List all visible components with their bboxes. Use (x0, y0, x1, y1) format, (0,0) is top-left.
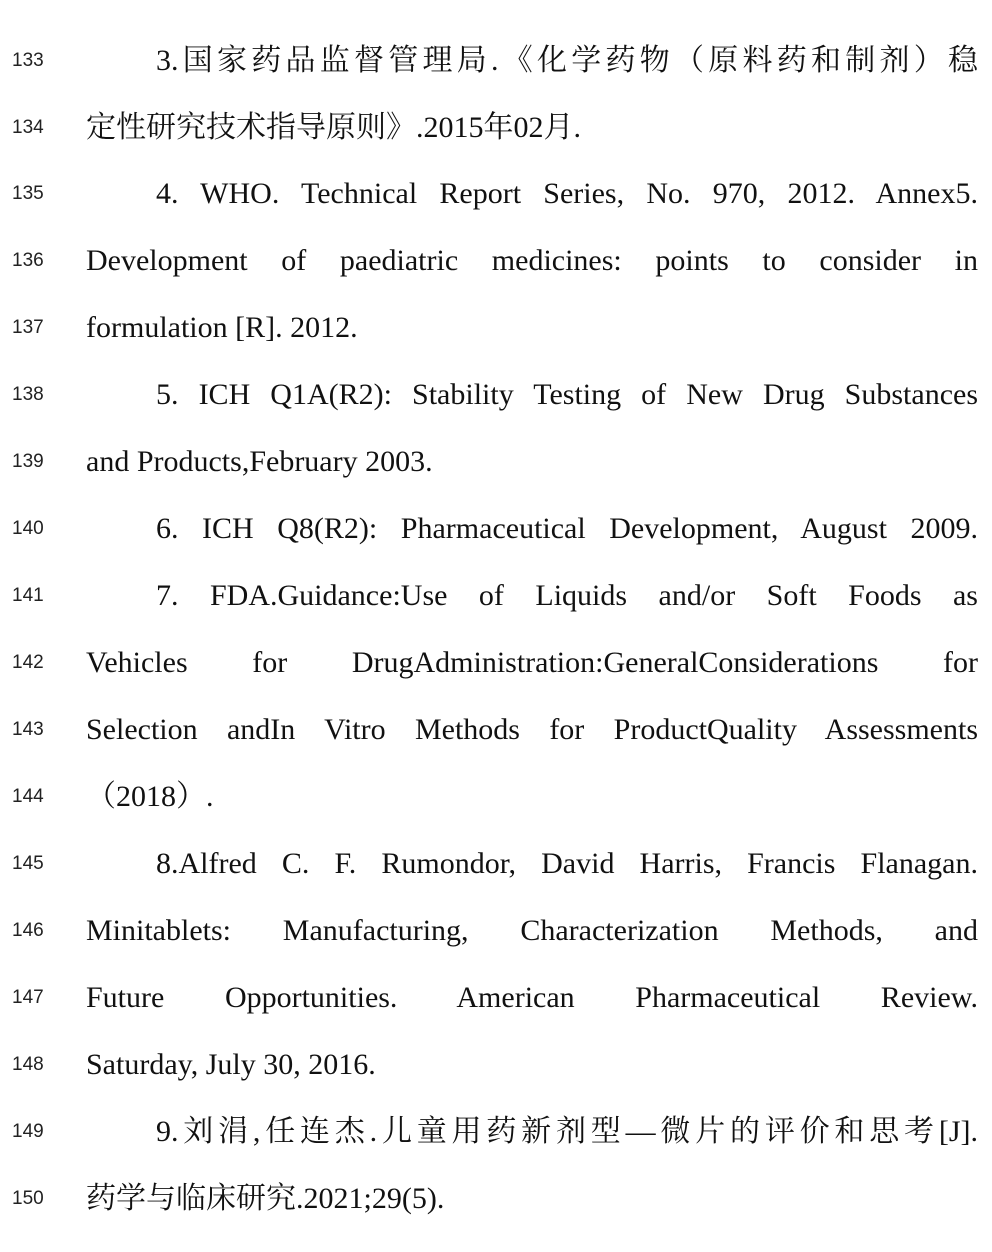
reference-text: Saturday, July 30, 2016. (86, 1047, 376, 1081)
reference-text: 3.国家药品监督管理局.《化学药物（原料药和制剂）稳 (156, 43, 978, 77)
reference-line (0, 160, 992, 227)
line-number: 139 (12, 450, 44, 472)
reference-line (0, 562, 992, 629)
line-number: 141 (12, 584, 44, 606)
reference-line (0, 1165, 992, 1232)
reference-text: and Products,February 2003. (86, 444, 433, 478)
line-number: 137 (12, 316, 44, 338)
reference-text: （2018）. (86, 779, 214, 813)
reference-text: Minitablets: Manufacturing, Characterization Methods, and (86, 913, 978, 947)
reference-line (0, 763, 992, 830)
reference-line (0, 294, 992, 361)
reference-text: 4. WHO. Technical Report Series, No. 970, 2012. Annex5. (156, 176, 978, 210)
reference-text: 9.刘涓,任连杰.儿童用药新剂型—微片的评价和思考[J]. (156, 1114, 978, 1148)
reference-text: Selection andIn Vitro Methods for ProductQuality Assessments (86, 712, 978, 746)
reference-line (0, 94, 992, 161)
line-number: 134 (12, 116, 44, 138)
line-number: 149 (12, 1120, 44, 1142)
reference-line (0, 1098, 992, 1165)
reference-text: Future Opportunities. American Pharmaceutical Review. (86, 980, 978, 1014)
reference-line (0, 495, 992, 562)
line-number: 148 (12, 1053, 44, 1075)
line-number: 135 (12, 182, 44, 204)
line-number: 138 (12, 383, 44, 405)
line-number: 145 (12, 852, 44, 874)
line-number: 140 (12, 517, 44, 539)
line-number: 133 (12, 49, 44, 71)
line-number: 136 (12, 249, 44, 271)
reference-line (0, 629, 992, 696)
reference-line (0, 227, 992, 294)
reference-text: formulation [R]. 2012. (86, 310, 358, 344)
reference-text: 6. ICH Q8(R2): Pharmaceutical Development, August 2009. (156, 511, 978, 545)
reference-line (0, 964, 992, 1031)
line-number: 150 (12, 1187, 44, 1209)
reference-text: 8.Alfred C. F. Rumondor, David Harris, Francis Flanagan. (156, 846, 978, 880)
reference-line (0, 361, 992, 428)
reference-line (0, 897, 992, 964)
reference-text: 药学与临床研究.2021;29(5). (86, 1181, 445, 1215)
line-number: 142 (12, 651, 44, 673)
reference-line (0, 830, 992, 897)
reference-text: Vehicles for DrugAdministration:GeneralConsiderations for (86, 645, 978, 679)
reference-text: 5. ICH Q1A(R2): Stability Testing of New Drug Substances (156, 377, 978, 411)
line-number: 146 (12, 919, 44, 941)
reference-line (0, 27, 992, 94)
reference-text: 定性研究技术指导原则》.2015年02月. (86, 110, 581, 144)
line-number: 143 (12, 718, 44, 740)
reference-line (0, 428, 992, 495)
reference-text: 7. FDA.Guidance:Use of Liquids and/or Soft Foods as (156, 578, 978, 612)
line-number: 144 (12, 785, 44, 807)
line-number: 147 (12, 986, 44, 1008)
reference-text: Development of paediatric medicines: points to consider in (86, 243, 978, 277)
reference-line (0, 1031, 992, 1098)
reference-line (0, 696, 992, 763)
